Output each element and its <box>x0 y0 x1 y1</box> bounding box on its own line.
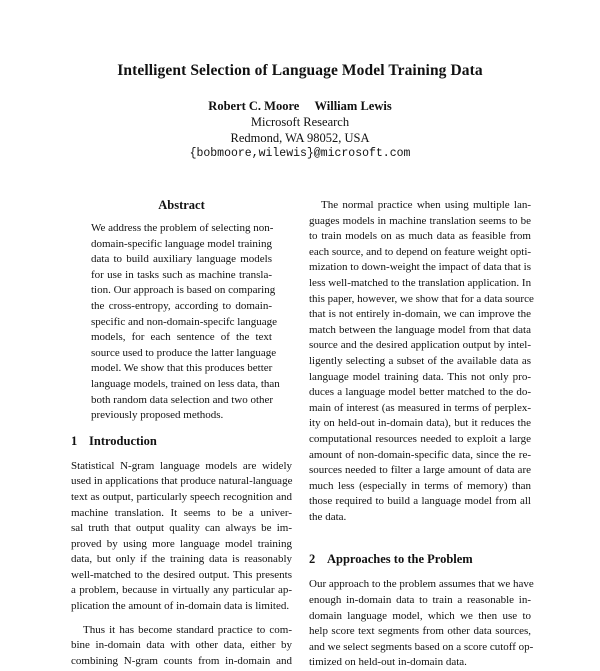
text-line: Statistical N-gram language models are widely <box>71 459 292 472</box>
text-line: duces a language model better matched to the do- <box>309 386 531 399</box>
text-line: computational resources needed to exploit a large <box>309 432 531 445</box>
text-line: Our approach to the problem assumes that we have <box>309 578 534 591</box>
text-line: help score text segments from other data sources, <box>309 625 531 638</box>
abstract-line: the cross-entropy, according to domain- <box>91 299 272 312</box>
text-line: and we select segments based on a score cutoff op- <box>309 640 534 653</box>
author-email: {bobmoore,wilewis}@microsoft.com <box>189 147 411 160</box>
text-line: Thus it has become standard practice to com- <box>83 623 292 636</box>
text-line: a problem, because in virtually any particular ap- <box>71 584 292 597</box>
text-line: source and the desired application output by intel- <box>309 339 531 352</box>
text-line: match between the language model from that data <box>309 323 531 336</box>
section-gap <box>309 525 531 542</box>
text-line: mization to down-weight the impact of data that is <box>309 261 531 274</box>
section-heading-introduction <box>71 434 292 449</box>
abstract-line: for use in tasks such as machine transla- <box>91 268 272 281</box>
text-line: used in applications that produce natural-language <box>71 475 293 488</box>
text-line: ligently selecting a subset of the available data as <box>309 354 531 367</box>
paragraph-gap <box>71 615 292 623</box>
author-name: William Lewis <box>314 99 392 113</box>
text-line: that is not entirely in-domain, we can improve the <box>309 308 531 321</box>
text-line: machine translation. It seems to be a univer- <box>71 506 292 519</box>
abstract-line: We address the problem of selecting non- <box>91 222 274 234</box>
text-line: sal truth that output quality can always be im- <box>71 522 292 535</box>
text-line: bine in-domain data with other data, either by <box>71 639 292 652</box>
text-line: timized on held-out in-domain data. <box>309 656 467 669</box>
right-column <box>309 198 534 671</box>
text-line: data, but only if the training data is reasonably <box>71 553 292 566</box>
text-line: main of interest (as measured in terms of perplex- <box>309 401 531 414</box>
text-line: to train models on as much data as feasible from <box>309 230 531 243</box>
left-column <box>71 198 292 669</box>
abstract-line: data to build auxiliary language models <box>91 253 272 266</box>
abstract-line: specific and non-domain-specifc language <box>91 315 278 328</box>
abstract-line: model. We show that this produces better <box>91 362 273 375</box>
abstract-line: tion. Our approach is based on comparing <box>91 284 276 297</box>
abstract-text <box>71 221 292 424</box>
text-line: each source, and to depend on feature weight opti- <box>309 245 532 258</box>
abstract-line: domain-specific language model training <box>91 237 272 250</box>
text-line: this paper, however, we show that for a data source <box>309 292 534 305</box>
author-names <box>0 98 600 114</box>
abstract-heading: Abstract <box>158 198 205 212</box>
text-line: sources needed to filter a large amount of data are <box>309 464 531 477</box>
section-number: 1 <box>71 433 78 448</box>
text-line: amount of non-domain-specific data, since the re- <box>309 448 531 461</box>
abstract-line: previously proposed methods. <box>91 409 224 422</box>
abstract-line: both random data selection and two other <box>91 393 274 406</box>
text-line: enough in-domain data to train a reasonable in- <box>309 594 531 607</box>
text-line: language model training data. This not only pro- <box>309 370 531 383</box>
text-line: well-matched to the desired output. This presents <box>71 568 292 581</box>
text-line: the data. <box>309 510 347 523</box>
section-title: Introduction <box>89 433 157 448</box>
text-line: proved by using more language model training <box>71 537 292 550</box>
text-line: combining N-gram counts from in-domain and <box>71 654 292 667</box>
text-line: domain language model, which we then use to <box>309 609 531 622</box>
section-title: Approaches to the Problem <box>327 552 473 567</box>
abstract-line: source used to produce the latter language <box>91 346 277 359</box>
author-block <box>0 98 600 162</box>
intro-paragraph-3 <box>309 198 534 525</box>
paper-title: Intelligent Selection of Language Model Training Data <box>117 62 483 79</box>
intro-paragraph-2 <box>71 623 292 670</box>
text-line: much less (especially in terms of memory) than <box>309 479 531 492</box>
text-line: text as output, particularly speech recognition and <box>71 490 292 503</box>
abstract-line: models, for each sentence of the text <box>91 331 272 344</box>
text-line: plication the amount of in-domain data is limited. <box>71 600 290 613</box>
intro-paragraph-1 <box>71 459 292 615</box>
text-line: guages models in machine translation seems to be <box>309 214 531 227</box>
abstract-line: language models, trained on less data, than <box>91 377 280 390</box>
section-number: 2 <box>309 552 316 567</box>
author-name: Robert C. Moore <box>208 99 300 113</box>
text-line: those required to build a language model from all <box>309 495 531 508</box>
address: Redmond, WA 98052, USA <box>230 131 370 145</box>
text-line: ity on held-out in-domain data), but it reduces the <box>309 417 531 430</box>
text-line: The normal practice when using multiple lan- <box>321 199 531 211</box>
section-heading-approaches <box>309 552 531 567</box>
affiliation: Microsoft Research <box>250 115 350 129</box>
approach-paragraph-1 <box>309 577 534 671</box>
text-line: less well-matched to the translation application. In <box>309 276 532 289</box>
